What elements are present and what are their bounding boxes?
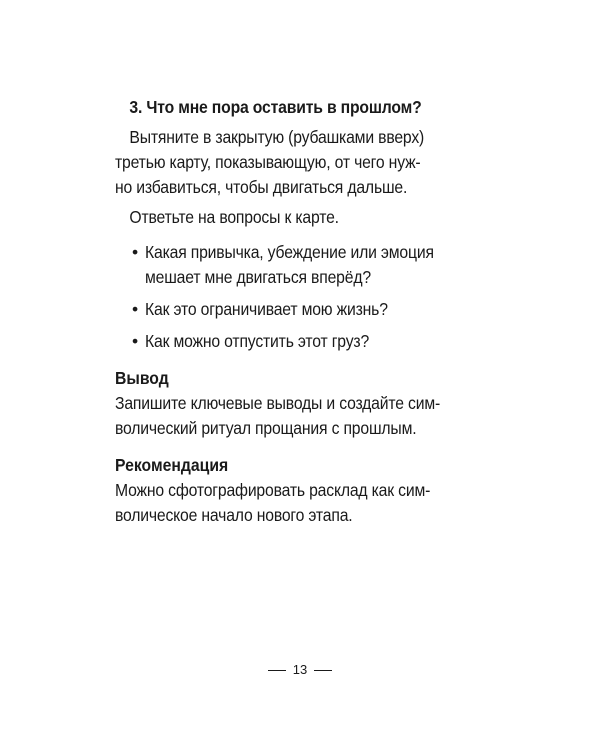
footer-dash-left — [268, 670, 286, 671]
bullet-icon: • — [132, 242, 139, 262]
paragraph-line: Запишите ключевые выводы и создайте сим- — [115, 393, 441, 413]
questions-intro: Ответьте на вопросы к карте. — [129, 207, 339, 227]
paragraph-line: волическое начало нового этапа. — [115, 505, 353, 525]
paragraph-line: третью карту, показывающую, от чего нуж- — [115, 152, 421, 172]
page-footer — [0, 662, 600, 678]
page-content — [115, 95, 460, 528]
section-heading: 3. Что мне пора оставить в прошлом? — [129, 97, 422, 117]
bullet-icon: • — [132, 299, 139, 319]
list-item-line: Как можно отпустить этот груз? — [145, 331, 370, 351]
footer-dash-right — [314, 670, 332, 671]
question-list — [115, 240, 460, 354]
conclusion-title: Вывод — [115, 368, 169, 388]
paragraph-line: Вытяните в закрытую (рубашками вверх) — [129, 127, 425, 147]
list-item — [115, 297, 460, 322]
paragraph-line: волический ритуал прощания с прошлым. — [115, 418, 417, 438]
conclusion-paragraph — [115, 391, 460, 441]
paragraph-line: но избавиться, чтобы двигаться дальше. — [115, 177, 408, 197]
list-item-line: мешает мне двигаться вперёд? — [145, 267, 371, 287]
recommendation-paragraph — [115, 478, 460, 528]
list-item-line: Какая привычка, убеждение или эмоция — [145, 242, 434, 262]
bullet-icon: • — [132, 331, 139, 351]
list-item-line: Как это ограничивает мою жизнь? — [145, 299, 388, 319]
instruction-paragraph — [115, 125, 460, 200]
page-number: 13 — [292, 662, 308, 677]
paragraph-line: Можно сфотографировать расклад как сим- — [115, 480, 431, 500]
recommendation-title: Рекомендация — [115, 455, 229, 475]
list-item — [115, 329, 460, 354]
list-item — [115, 240, 460, 290]
